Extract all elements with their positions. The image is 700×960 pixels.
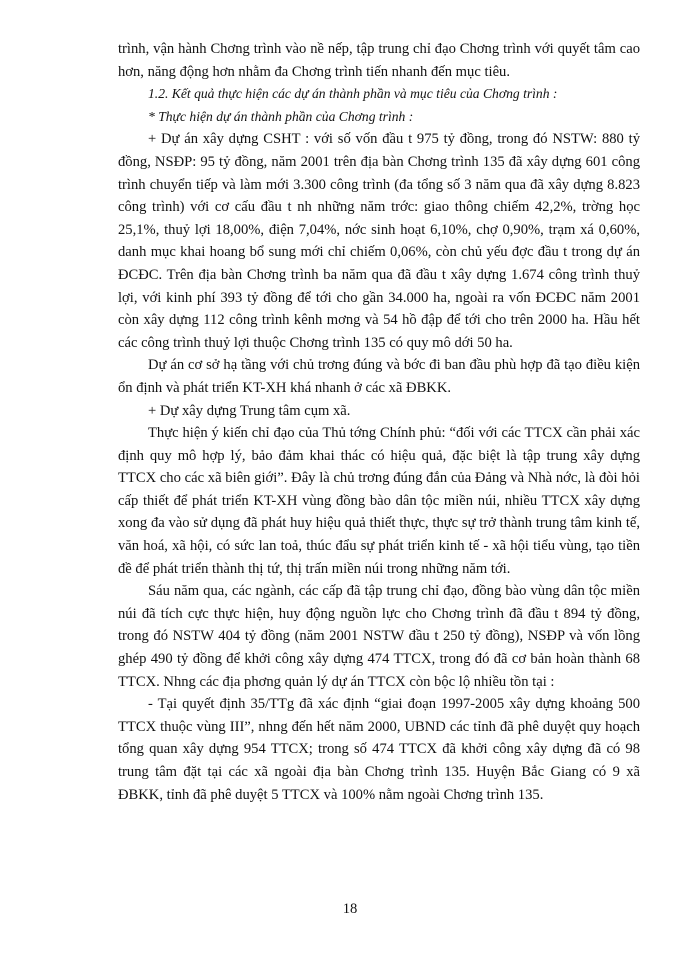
document-body (118, 38, 640, 806)
paragraph-intro-continuation: trình, vận hành Chơng trình vào nề nếp, tập trung chỉ đạo Chơng trình với quyết tâm cao hơn, năng động hơn nhằm đa Chơng trình tiến nhanh đến mục tiêu. (118, 41, 640, 80)
paragraph-commune-center-heading: + Dự xây dựng Trung tâm cụm xã. (148, 402, 351, 419)
page-number: 18 (342, 901, 358, 917)
paragraph-prime-minister-directive: Thực hiện ý kiến chỉ đạo của Thủ tớng Chính phủ: “đối với các TTCX cần phải xác định quy mô hợp lý, bảo đảm khai thác có hiệu quả, đặc biệt là tập trung xây dựng TTCX cho các xã biên giới”. Đây là chủ trơng đúng đắn của Đảng và Nhà nớc, là đòi hỏi cấp thiết để phát triển KT-XH vùng đồng bào dân tộc miền núi, nhiều TTCX xây dựng xong đa vào sử dụng đã phát huy hiệu quả thiết thực, thực sự trở thành trung tâm kinh tế, văn hoá, xã hội, có sức lan toả, thúc đẩu sự phát triển kinh tế - xã hội tiểu vùng, tạo tiền đề để phát triển thành thị tứ, thị trấn miền núi trong những năm tới. (118, 425, 640, 577)
paragraph-decision-35-ttg: - Tại quyết định 35/TTg đã xác định “giai đoạn 1997-2005 xây dựng khoảng 500 TTCX thuộc vùng III”, nhng đến hết năm 2000, UBND các tỉnh đã phê duyệt quy hoạch tổng quan xây dựng 954 TTCX; trong số 474 TTCX đã khởi công xây dựng đã có 98 trung tâm đặt tại các xã ngoài địa bàn Chơng trình 135. Huyện Bắc Giang có 9 xã ĐBKK, tỉnh đã phê duyệt 5 TTCX và 100% nằm ngoài Chơng trình 135. (118, 696, 640, 803)
section-heading-1-2: 1.2. Kết quả thực hiện các dự án thành phần và mục tiêu của Chơng trình : (148, 86, 558, 102)
paragraph-six-years-results: Sáu năm qua, các ngành, các cấp đã tập trung chỉ đạo, đồng bào vùng dân tộc miền núi đã tích cực thực hiện, huy động nguồn lực cho Chơng trình đã đầu t 894 tỷ đồng, trong đó NSTW 404 tỷ đồng (năm 2001 NSTW đầu t 250 tỷ đồng), NSĐP và vốn lồng ghép 490 tỷ đồng để khởi công xây dựng 474 TTCX, trong đó đã cơ bản hoàn thành 68 TTCX. Nhng các địa phơng quản lý dự án TTCX còn bộc lộ nhiều tồn tại : (118, 583, 640, 690)
paragraph-infrastructure-project: + Dự án xây dựng CSHT : với số vốn đầu t 975 tỷ đồng, trong đó NSTW: 880 tỷ đồng, NSĐP: 95 tỷ đồng, năm 2001 trên địa bàn Chơng trình 135 đã xây dựng 601 công trình chuyển tiếp và làm mới 3.300 công trình (đa tổng số 3 năm qua đã xây dựng 8.823 công trình) với cơ cấu đầu t nh những năm trớc: giao thông chiếm 42,2%, trờng học 25,1%, thuỷ lợi 18,00%, điện 7,04%, nớc sinh hoạt 6,10%, chợ 0,90%, trạm xá 0,60%, danh mục khai hoang bổ sung mới chỉ chiếm 0,06%, còn chủ yếu đợc đầu t trong dự án ĐCĐC. Trên địa bàn Chơng trình ba năm qua đã đầu t xây dựng 1.674 công trình thuỷ lợi, với kinh phí 393 tỷ đồng để tới cho gần 34.000 ha, ngoài ra vốn ĐCĐC năm 2001 còn xây dựng 112 công trình kênh mơng và 54 hồ đập để tới cho trên 2000 ha. Hầu hết các công trình thuỷ lợi thuộc Chơng trình 135 có quy mô dới 50 ha. (118, 131, 640, 351)
subheading-component-projects: * Thực hiện dự án thành phần của Chơng trình : (148, 108, 414, 124)
paragraph-infrastructure-summary: Dự án cơ sở hạ tầng với chủ trơng đúng và bớc đi ban đầu phù hợp đã tạo điều kiện ổn định và phát triển KT-XH khá nhanh ở các xã ĐBKK. (118, 357, 640, 396)
